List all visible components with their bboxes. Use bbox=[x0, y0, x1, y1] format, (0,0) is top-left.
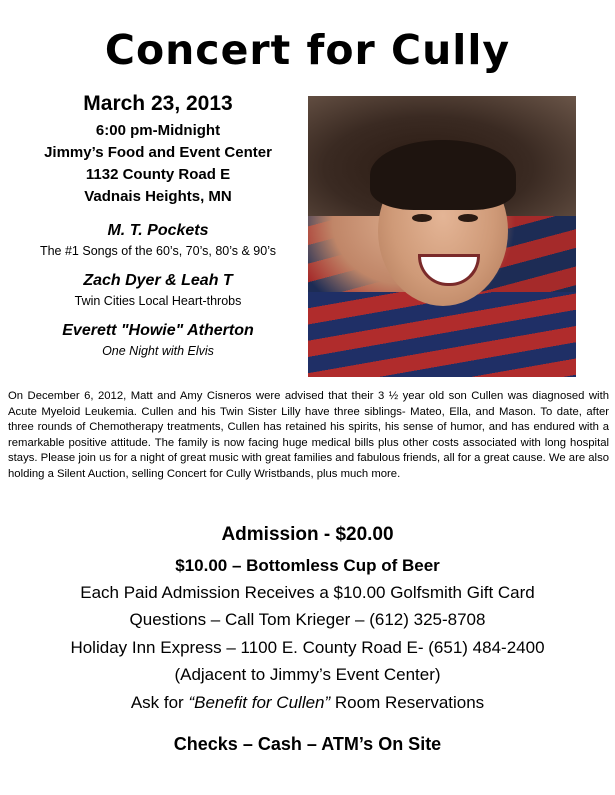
event-address-line1: 1132 County Road E bbox=[85, 166, 231, 183]
event-address-line2: Vadnais Heights, MN bbox=[84, 188, 232, 205]
gift-card-note: Each Paid Admission Receives a $10.00 Golfsmith Gift Card bbox=[80, 583, 535, 602]
admission-price: Admission - $20.00 bbox=[221, 524, 394, 545]
photo-eye-left bbox=[412, 214, 432, 222]
act-desc-2: Twin Cities Local Heart-throbs bbox=[74, 294, 242, 308]
payment-options: Checks – Cash – ATM’s On Site bbox=[173, 734, 442, 754]
event-date: March 23, 2013 bbox=[83, 92, 233, 115]
beer-offer: $10.00 – Bottomless Cup of Beer bbox=[175, 556, 440, 575]
act-desc-1: The #1 Songs of the 60’s, 70’s, 80’s & 90’s bbox=[39, 244, 277, 258]
child-photo bbox=[308, 96, 576, 377]
event-info-column bbox=[8, 92, 308, 358]
hotel-adjacent-note: (Adjacent to Jimmy’s Event Center) bbox=[174, 665, 441, 684]
event-time: 6:00 pm-Midnight bbox=[95, 122, 221, 139]
benefit-name: “Benefit for Cullen” bbox=[188, 693, 331, 712]
photo-eye-right bbox=[458, 214, 478, 222]
questions-contact: Questions – Call Tom Krieger – (612) 325-8708 bbox=[129, 610, 486, 629]
story-paragraph: On December 6, 2012, Matt and Amy Cisneros were advised that their 3 ½ year old son Cullen was diagnosed with Acute Myeloid Leukemia. Cullen and his Twin Sister Lilly have three siblings- Mateo, Ella, and Mason. To date, after three rounds of Chemotherapy treatments, Cullen has retained his spirits, his sense of humor, and has endured with a remarkable positive attitude. The family is now facing huge medical bills plus other costs associated with long hospital stays. Please join us for a night of great music with great families and fabulous friends, all for a great cause. We are also holding a Silent Auction, selling Concert for Cully Wristbands, plus much more. bbox=[8, 390, 609, 480]
photo-hair bbox=[370, 140, 516, 210]
flyer-title: Concert for Cully bbox=[104, 26, 511, 74]
ask-suffix: Room Reservations bbox=[330, 693, 485, 712]
act-name-3: Everett "Howie" Atherton bbox=[62, 322, 254, 339]
event-venue: Jimmy’s Food and Event Center bbox=[44, 144, 272, 161]
ask-prefix: Ask for bbox=[130, 693, 189, 712]
hotel-info: Holiday Inn Express – 1100 E. County Road E- (651) 484-2400 bbox=[70, 638, 545, 657]
act-name-2: Zach Dyer & Leah T bbox=[83, 272, 233, 289]
room-reservation-note bbox=[0, 693, 615, 713]
act-desc-3: One Night with Elvis bbox=[102, 344, 214, 358]
act-name-1: M. T. Pockets bbox=[107, 222, 209, 239]
